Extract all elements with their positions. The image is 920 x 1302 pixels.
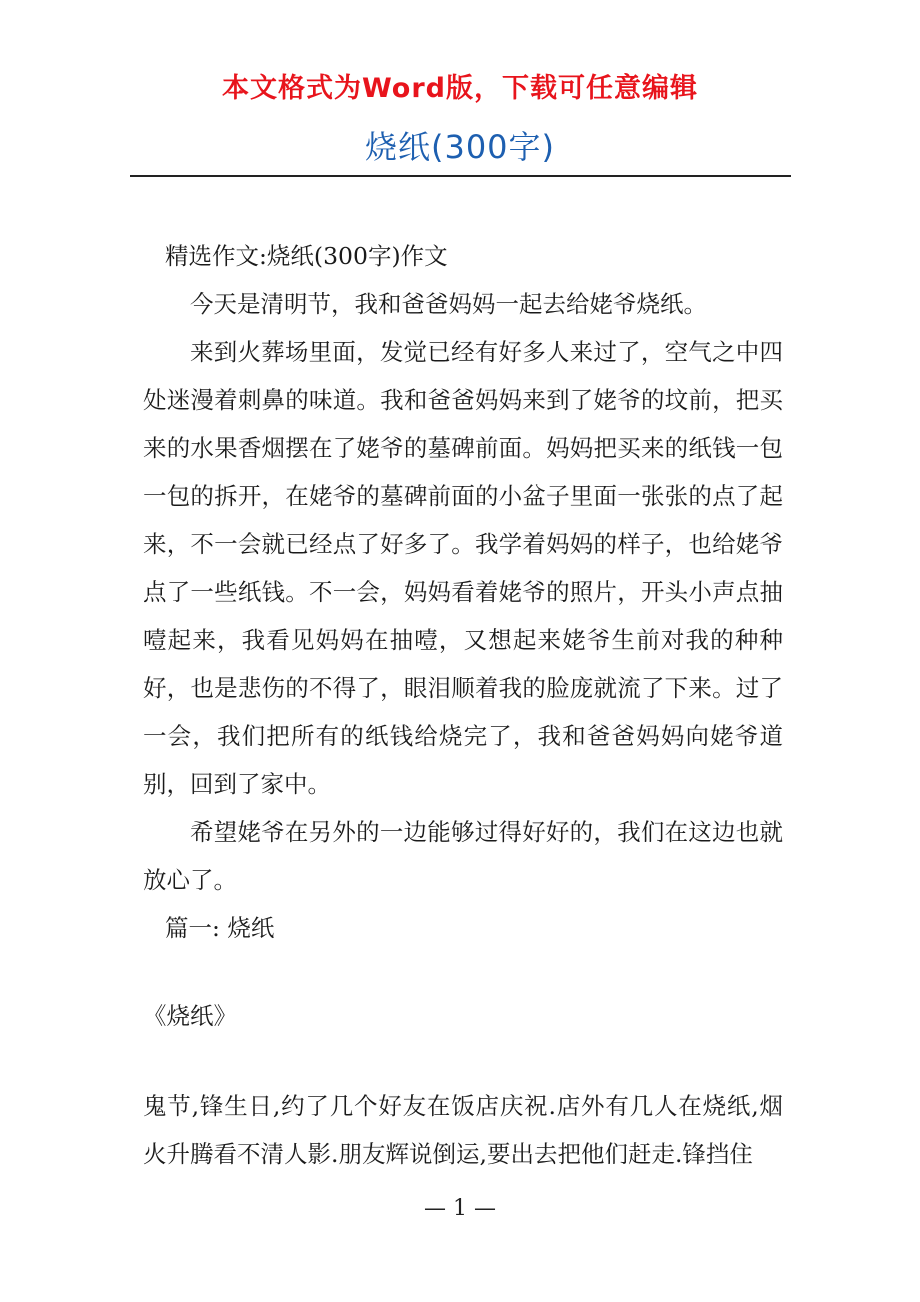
spacer [143, 1040, 783, 1082]
paragraph-2: 来到火葬场里面，发觉已经有好多人来过了，空气之中四处迷漫着刺鼻的味道。我和爸爸妈妈来到了姥爷的坟前，把买来的水果香烟摆在了姥爷的墓碑前面。妈妈把买来的纸钱一包一包的拆开，在姥爷的墓碑前面的小盆子里面一张张的点了起来，不一会就已经点了好多了。我学着妈妈的样子，也给姥爷点了一些纸钱。不一会，妈妈看着姥爷的照片，开头小声点抽噎起来，我看见妈妈在抽噎，又想起来姥爷生前对我的种种好，也是悲伤的不得了，眼泪顺着我的脸庞就流了下来。过了一会，我们把所有的纸钱给烧完了，我和爸爸妈妈向姥爷道别，回到了家中。 [143, 338, 783, 798]
paragraph-3: 希望姥爷在另外的一边能够过得好好的，我们在这边也就放心了。 [143, 818, 783, 894]
spacer [143, 952, 783, 992]
document-title: 烧纸(300字) [364, 128, 556, 166]
document-body [143, 232, 783, 1178]
section-heading: 篇一: 烧纸 [165, 914, 275, 942]
page-number: — 1 — [424, 1196, 496, 1221]
story-paragraph: 鬼节,锋生日,约了几个好友在饭店庆祝.店外有几人在烧纸,烟火升腾看不清人影.朋友辉说倒运,要出去把他们赶走.锋挡住 [143, 1092, 783, 1168]
header-divider [130, 175, 791, 177]
essay-subtitle: 精选作文:烧纸(300字)作文 [165, 242, 448, 270]
paragraph-1: 今天是清明节，我和爸爸妈妈一起去给姥爷烧纸。 [190, 290, 707, 318]
book-title: 《烧纸》 [143, 1002, 237, 1030]
format-banner: 本文格式为Word版，下载可任意编辑 [221, 73, 698, 104]
